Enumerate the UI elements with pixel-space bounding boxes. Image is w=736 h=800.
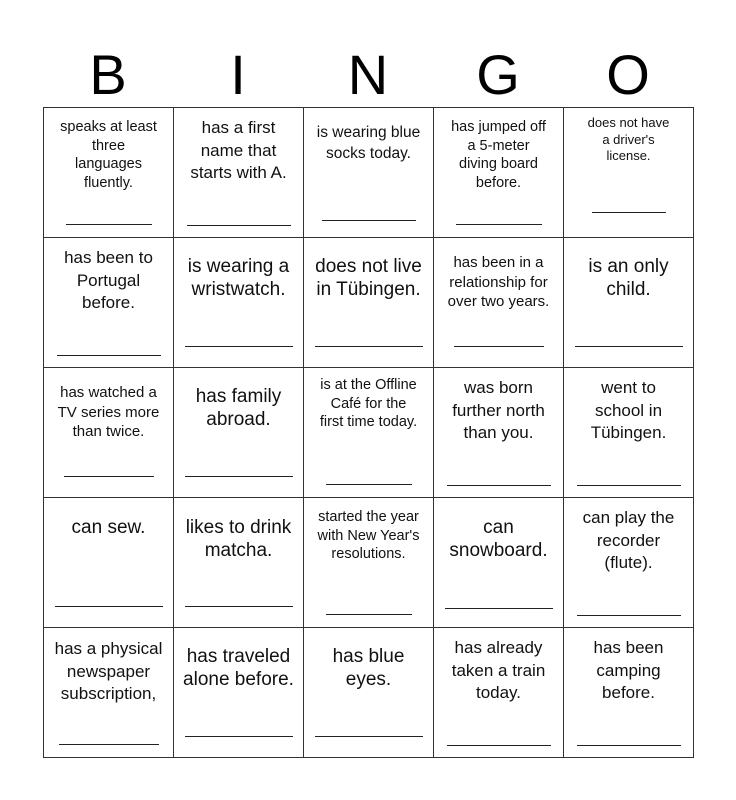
signature-line[interactable] [59, 744, 159, 745]
cell-prompt: speaks at least three languages fluently. [60, 119, 157, 191]
bingo-cell[interactable] [304, 238, 434, 368]
cell-prompt: was born further north than you. [452, 378, 545, 442]
cell-prompt: has been in a relationship for over two years. [447, 254, 550, 310]
signature-line[interactable] [322, 220, 416, 221]
bingo-board [43, 107, 694, 758]
bingo-cell[interactable] [44, 628, 174, 758]
signature-line[interactable] [447, 485, 551, 486]
signature-line[interactable] [185, 606, 293, 607]
bingo-cell[interactable] [564, 368, 694, 498]
signature-line[interactable] [577, 485, 681, 486]
cell-prompt: does not live in Tübingen. [315, 256, 422, 300]
cell-prompt: is wearing blue socks today. [316, 124, 421, 162]
signature-line[interactable] [55, 606, 163, 607]
header-letter-g: G [476, 43, 520, 106]
signature-line[interactable] [575, 346, 683, 347]
cell-prompt: has jumped off a 5-meter diving board before. [451, 119, 546, 191]
signature-line[interactable] [326, 484, 412, 485]
signature-line[interactable] [64, 476, 154, 477]
cell-prompt: started the year with New Year's resolutions. [317, 509, 420, 562]
cell-prompt: does not have a driver's license. [587, 115, 670, 163]
bingo-cell[interactable] [174, 628, 304, 758]
header-letter-n: N [347, 43, 389, 106]
signature-line[interactable] [185, 476, 293, 477]
cell-prompt: has been to Portugal before. [64, 248, 153, 312]
cell-prompt: has family abroad. [195, 386, 282, 430]
bingo-cell[interactable] [434, 368, 564, 498]
cell-prompt: likes to drink matcha. [185, 517, 292, 561]
signature-line[interactable] [57, 355, 161, 356]
signature-line[interactable] [185, 736, 293, 737]
header-letter-b: B [89, 43, 127, 106]
cell-prompt: has watched a TV series more than twice. [57, 384, 160, 440]
header-letter-i: I [230, 43, 246, 106]
signature-line[interactable] [445, 608, 553, 609]
bingo-cell[interactable] [434, 498, 564, 628]
bingo-cell[interactable] [434, 238, 564, 368]
signature-line[interactable] [185, 346, 293, 347]
cell-prompt: can play the recorder (flute). [582, 508, 675, 572]
signature-line[interactable] [577, 615, 681, 616]
bingo-cell[interactable] [564, 108, 694, 238]
cell-prompt: can sew. [71, 517, 146, 538]
bingo-cell[interactable] [174, 498, 304, 628]
signature-line[interactable] [454, 346, 544, 347]
cell-prompt: has a first name that starts with A. [190, 118, 287, 182]
signature-line[interactable] [326, 614, 412, 615]
bingo-header [43, 44, 693, 106]
cell-prompt: has already taken a train today. [451, 638, 546, 702]
cell-prompt: is an only child. [588, 256, 669, 300]
bingo-cell[interactable] [174, 108, 304, 238]
cell-prompt: has been camping before. [593, 638, 664, 702]
signature-line[interactable] [66, 224, 152, 225]
bingo-cell[interactable] [304, 628, 434, 758]
signature-line[interactable] [592, 212, 666, 213]
bingo-cell[interactable] [434, 108, 564, 238]
bingo-cell[interactable] [564, 498, 694, 628]
bingo-cell[interactable] [44, 368, 174, 498]
bingo-cell[interactable] [564, 238, 694, 368]
signature-line[interactable] [447, 745, 551, 746]
cell-prompt: can snowboard. [449, 517, 548, 561]
signature-line[interactable] [315, 346, 423, 347]
cell-prompt: has blue eyes. [332, 646, 405, 690]
bingo-cell[interactable] [174, 238, 304, 368]
header-letter-o: O [606, 43, 650, 106]
cell-prompt: has a physical newspaper subscription, [54, 639, 163, 703]
cell-prompt: is at the Offline Café for the first time today. [319, 377, 418, 430]
signature-line[interactable] [456, 224, 542, 225]
cell-prompt: is wearing a wristwatch. [187, 256, 290, 300]
cell-prompt: has traveled alone before. [183, 646, 294, 690]
bingo-cell[interactable] [304, 498, 434, 628]
bingo-cell[interactable] [174, 368, 304, 498]
cell-prompt: went to school in Tübingen. [590, 378, 667, 442]
bingo-cell[interactable] [44, 498, 174, 628]
bingo-cell[interactable] [44, 238, 174, 368]
signature-line[interactable] [187, 225, 291, 226]
bingo-cell[interactable] [434, 628, 564, 758]
bingo-cell[interactable] [564, 628, 694, 758]
bingo-cell[interactable] [304, 108, 434, 238]
signature-line[interactable] [315, 736, 423, 737]
bingo-cell[interactable] [44, 108, 174, 238]
bingo-cell[interactable] [304, 368, 434, 498]
signature-line[interactable] [577, 745, 681, 746]
